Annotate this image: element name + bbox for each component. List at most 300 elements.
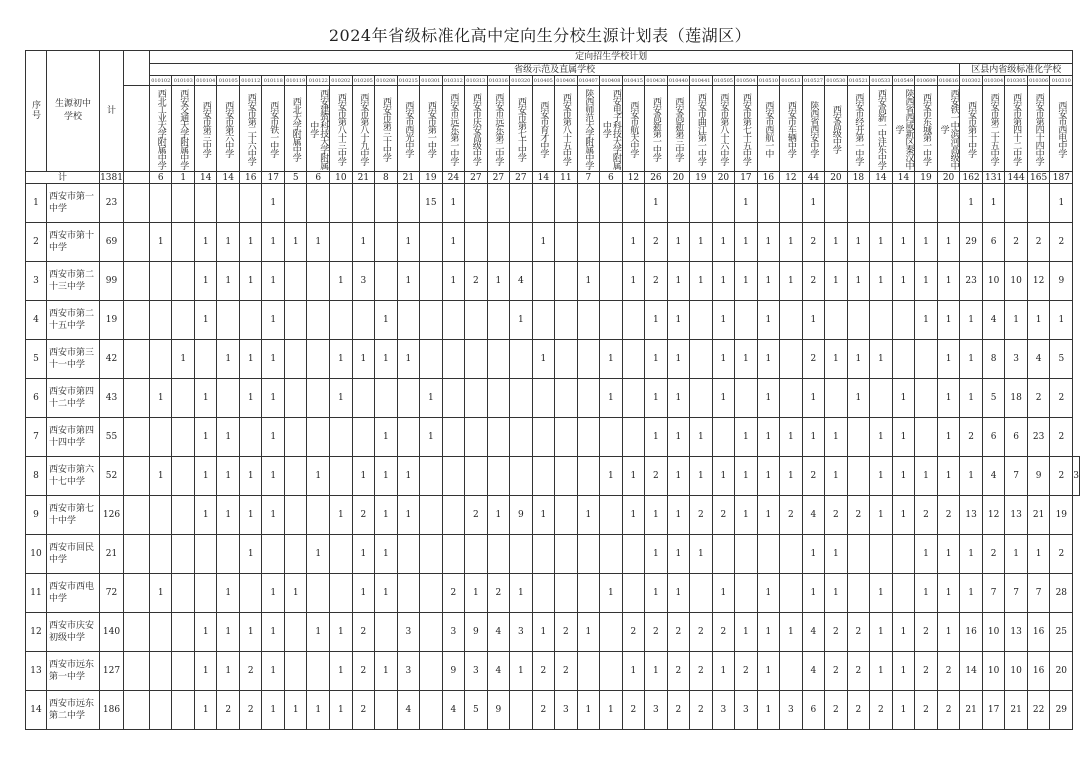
school-name-header xyxy=(375,86,398,172)
row-total: 186 xyxy=(100,691,124,730)
school-code: 010533 xyxy=(871,77,891,84)
quota-cell xyxy=(194,535,217,574)
quota-cell xyxy=(172,613,195,652)
school-code: 010316 xyxy=(488,77,508,84)
quota-cell: 1 xyxy=(825,574,848,613)
quota-cell: 1 xyxy=(847,340,870,379)
quota-cell: 1 xyxy=(510,574,533,613)
school-name: 西安市西电中学 xyxy=(1056,100,1067,157)
quota-cell xyxy=(262,535,285,574)
quota-cell: 2 xyxy=(712,496,735,535)
quota-cell: 1 xyxy=(149,457,172,496)
grand-total: 1381 xyxy=(100,172,123,183)
quota-cell xyxy=(600,184,623,223)
quota-cell: 1 xyxy=(262,418,285,457)
quota-cell: 1 xyxy=(284,691,307,730)
quota-cell xyxy=(307,379,330,418)
quota-cell: 1 xyxy=(712,574,735,613)
school-name-header xyxy=(622,86,645,172)
column-total: 19 xyxy=(915,172,938,184)
quota-cell xyxy=(600,301,623,340)
quota-cell: 2 xyxy=(735,652,758,691)
row-number: 12 xyxy=(26,613,47,652)
quota-cell xyxy=(555,223,578,262)
quota-cell xyxy=(757,535,780,574)
quota-cell: 1 xyxy=(825,262,848,301)
column-total: 12 xyxy=(780,172,803,184)
quota-cell: 25 xyxy=(1050,613,1073,652)
quota-cell: 1 xyxy=(757,652,780,691)
quota-cell: 1 xyxy=(712,223,735,262)
column-total: 162 xyxy=(960,172,983,184)
school-name: 西安市远东第一中学 xyxy=(448,92,459,165)
quota-cell xyxy=(284,535,307,574)
school-name-header xyxy=(307,86,330,172)
school-code: 010304 xyxy=(984,77,1004,84)
quota-cell: 1 xyxy=(870,340,893,379)
quota-cell: 1 xyxy=(239,379,262,418)
quota-cell: 1 xyxy=(442,262,465,301)
school-code: 010301 xyxy=(421,77,441,84)
quota-cell: 1 xyxy=(262,652,285,691)
spacer-cell xyxy=(123,613,149,652)
row-number: 1 xyxy=(26,184,47,223)
row-total: 126 xyxy=(100,496,124,535)
school-name: 西安市西航一中 xyxy=(763,100,774,157)
row-total: 140 xyxy=(100,613,124,652)
quota-cell: 4 xyxy=(442,691,465,730)
quota-cell: 4 xyxy=(982,301,1005,340)
quota-cell xyxy=(870,379,893,418)
school-code: 010305 xyxy=(1006,77,1026,84)
school-code: 010313 xyxy=(466,77,486,84)
quota-cell xyxy=(892,184,915,223)
quota-cell xyxy=(780,652,803,691)
spacer-cell xyxy=(123,496,149,535)
quota-cell: 1 xyxy=(757,613,780,652)
quota-cell: 1 xyxy=(802,301,825,340)
quota-cell xyxy=(780,535,803,574)
quota-cell: 1 xyxy=(217,496,240,535)
column-total: 27 xyxy=(510,172,533,184)
source-school-name: 西安市回民中学 xyxy=(46,535,99,574)
column-total: 6 xyxy=(149,172,172,184)
quota-cell: 7 xyxy=(1027,574,1050,613)
quota-cell: 6 xyxy=(1005,418,1028,457)
quota-cell: 1 xyxy=(847,223,870,262)
source-school-name: 西安市第二十三中学 xyxy=(46,262,99,301)
quota-cell xyxy=(465,418,488,457)
quota-cell xyxy=(465,184,488,223)
school-code: 010102 xyxy=(151,77,171,84)
quota-cell: 1 xyxy=(375,418,398,457)
quota-cell xyxy=(217,535,240,574)
school-name-header xyxy=(1005,86,1028,172)
quota-cell: 3 xyxy=(397,613,420,652)
quota-cell: 1 xyxy=(532,223,555,262)
quota-cell: 1 xyxy=(645,379,668,418)
quota-cell: 1 xyxy=(375,301,398,340)
school-name: 西安市第一中学 xyxy=(425,100,436,157)
quota-cell: 1 xyxy=(600,691,623,730)
quota-cell: 1 xyxy=(645,574,668,613)
quota-cell: 2 xyxy=(1050,535,1073,574)
school-code: 010205 xyxy=(353,77,373,84)
row-number: 2 xyxy=(26,223,47,262)
quota-cell xyxy=(375,223,398,262)
quota-cell: 1 xyxy=(352,535,375,574)
quota-cell: 1 xyxy=(622,496,645,535)
school-name: 西安高级中学 xyxy=(830,104,841,153)
quota-cell xyxy=(465,379,488,418)
quota-cell: 1 xyxy=(892,379,915,418)
quota-cell xyxy=(397,535,420,574)
school-code: 010407 xyxy=(578,77,598,84)
quota-cell: 1 xyxy=(735,496,758,535)
quota-cell: 3 xyxy=(442,613,465,652)
quota-cell: 1 xyxy=(600,457,623,496)
quota-cell xyxy=(465,340,488,379)
source-school-name: 西安市庆安初级中学 xyxy=(46,613,99,652)
quota-cell: 4 xyxy=(1027,340,1050,379)
quota-cell xyxy=(690,574,713,613)
quota-cell: 1 xyxy=(645,652,668,691)
quota-cell: 1 xyxy=(330,340,353,379)
school-code: 010430 xyxy=(646,77,666,84)
school-name: 西安市第二十五中学 xyxy=(988,92,999,165)
source-school-name: 西安市第七十中学 xyxy=(46,496,99,535)
quota-cell: 4 xyxy=(982,457,1005,496)
source-school-name: 西安市远东第一中学 xyxy=(46,652,99,691)
quota-cell: 1 xyxy=(239,535,262,574)
quota-cell: 22 xyxy=(1027,691,1050,730)
quota-cell: 1 xyxy=(960,340,983,379)
quota-cell xyxy=(375,613,398,652)
quota-cell: 1 xyxy=(194,223,217,262)
school-name: 西安交通大学附属中学 xyxy=(178,88,189,169)
quota-cell xyxy=(330,457,353,496)
quota-cell xyxy=(690,184,713,223)
quota-cell: 1 xyxy=(712,262,735,301)
quota-cell: 1 xyxy=(712,340,735,379)
quota-cell: 1 xyxy=(1050,301,1073,340)
school-name-header xyxy=(330,86,353,172)
row-number: 11 xyxy=(26,574,47,613)
quota-cell xyxy=(690,301,713,340)
quota-cell: 9 xyxy=(510,496,533,535)
quota-cell xyxy=(1027,184,1050,223)
quota-cell: 2 xyxy=(870,691,893,730)
quota-cell: 1 xyxy=(149,379,172,418)
quota-cell: 1 xyxy=(757,574,780,613)
quota-cell xyxy=(892,301,915,340)
quota-cell: 1 xyxy=(600,574,623,613)
row-total: 42 xyxy=(100,340,124,379)
row-number: 14 xyxy=(26,691,47,730)
quota-cell: 1 xyxy=(802,379,825,418)
column-total: 16 xyxy=(757,172,780,184)
quota-cell xyxy=(532,457,555,496)
quota-cell: 1 xyxy=(262,379,285,418)
quota-cell: 1 xyxy=(937,262,960,301)
quota-cell: 1 xyxy=(262,301,285,340)
column-total: 6 xyxy=(307,172,330,184)
quota-cell xyxy=(420,301,443,340)
quota-cell xyxy=(847,301,870,340)
quota-cell xyxy=(352,184,375,223)
school-name: 西安高新一中沣东中学 xyxy=(875,88,886,169)
quota-cell: 10 xyxy=(1005,652,1028,691)
quota-cell: 1 xyxy=(757,418,780,457)
quota-cell xyxy=(600,223,623,262)
quota-cell: 1 xyxy=(645,535,668,574)
row-total: 21 xyxy=(100,535,124,574)
quota-cell xyxy=(172,535,195,574)
quota-cell xyxy=(622,418,645,457)
spacer-cell xyxy=(123,574,149,613)
quota-cell: 2 xyxy=(1027,379,1050,418)
quota-cell: 1 xyxy=(802,535,825,574)
quota-cell: 2 xyxy=(847,613,870,652)
column-total: 14 xyxy=(892,172,915,184)
quota-cell xyxy=(712,535,735,574)
quota-cell: 1 xyxy=(262,691,285,730)
total-row-label: 计 xyxy=(26,172,100,184)
quota-cell: 2 xyxy=(667,613,690,652)
column-total: 21 xyxy=(397,172,420,184)
school-name-header xyxy=(262,86,285,172)
quota-cell xyxy=(330,535,353,574)
quota-cell xyxy=(284,301,307,340)
quota-cell xyxy=(712,418,735,457)
quota-cell: 1 xyxy=(262,223,285,262)
table-row xyxy=(26,301,1080,340)
quota-cell xyxy=(712,184,735,223)
school-code: 010504 xyxy=(736,77,756,84)
quota-cell: 1 xyxy=(757,691,780,730)
quota-cell xyxy=(397,379,420,418)
row-total: 23 xyxy=(100,184,124,223)
quota-cell xyxy=(510,379,533,418)
column-total: 14 xyxy=(870,172,893,184)
quota-cell: 1 xyxy=(194,301,217,340)
school-name: 西安市第八十五中学 xyxy=(560,92,571,165)
quota-cell: 1 xyxy=(262,574,285,613)
quota-cell xyxy=(532,574,555,613)
school-name-header xyxy=(1050,86,1073,172)
quota-cell: 2 xyxy=(1050,418,1073,457)
row-number: 7 xyxy=(26,418,47,457)
quota-cell xyxy=(307,262,330,301)
quota-cell xyxy=(577,379,600,418)
quota-cell xyxy=(555,262,578,301)
quota-cell: 1 xyxy=(667,418,690,457)
quota-cell: 1 xyxy=(397,223,420,262)
quota-cell: 1 xyxy=(712,301,735,340)
quota-cell xyxy=(149,535,172,574)
quota-cell xyxy=(465,223,488,262)
quota-cell: 1 xyxy=(577,691,600,730)
quota-cell: 2 xyxy=(847,652,870,691)
school-name: 陕西省西咸新区秦汉中学 xyxy=(893,88,914,169)
quota-cell xyxy=(284,418,307,457)
quota-cell: 1 xyxy=(375,535,398,574)
quota-cell: 1 xyxy=(172,340,195,379)
quota-cell xyxy=(532,418,555,457)
school-name-header xyxy=(555,86,578,172)
quota-cell: 1 xyxy=(397,340,420,379)
quota-cell xyxy=(442,535,465,574)
quota-cell: 1 xyxy=(330,262,353,301)
quota-cell xyxy=(690,340,713,379)
quota-cell xyxy=(442,340,465,379)
quota-cell: 2 xyxy=(802,457,825,496)
quota-cell: 1 xyxy=(577,262,600,301)
quota-cell xyxy=(375,691,398,730)
quota-cell xyxy=(510,184,533,223)
school-name-header xyxy=(712,86,735,172)
row-total: 99 xyxy=(100,262,124,301)
table-row xyxy=(26,340,1080,379)
quota-cell: 1 xyxy=(780,613,803,652)
quota-cell: 1 xyxy=(149,574,172,613)
quota-cell: 1 xyxy=(194,496,217,535)
quota-cell xyxy=(420,574,443,613)
spacer-cell xyxy=(123,262,149,301)
quota-cell: 2 xyxy=(915,496,938,535)
quota-cell: 2 xyxy=(825,691,848,730)
quota-cell: 9 xyxy=(442,652,465,691)
quota-cell: 1 xyxy=(735,262,758,301)
column-total: 17 xyxy=(262,172,285,184)
school-name: 西安市第二十六中学 xyxy=(245,92,256,165)
quota-cell xyxy=(870,184,893,223)
table-row xyxy=(26,574,1080,613)
quota-cell: 1 xyxy=(622,223,645,262)
quota-cell: 1 xyxy=(667,262,690,301)
quota-cell xyxy=(847,535,870,574)
quota-cell: 1 xyxy=(780,223,803,262)
quota-cell xyxy=(284,652,307,691)
dist-group-header: 区县内省级标准化学校 xyxy=(960,64,1073,76)
quota-cell xyxy=(352,379,375,418)
quota-cell: 1 xyxy=(667,457,690,496)
quota-cell: 1 xyxy=(937,535,960,574)
quota-cell: 2 xyxy=(712,613,735,652)
quota-cell: 1 xyxy=(915,301,938,340)
quota-cell xyxy=(532,262,555,301)
table-row xyxy=(26,652,1080,691)
quota-cell xyxy=(307,301,330,340)
quota-cell: 1 xyxy=(217,340,240,379)
column-total: 14 xyxy=(194,172,217,184)
quota-cell xyxy=(825,301,848,340)
school-name-header xyxy=(870,86,893,172)
quota-cell: 2 xyxy=(937,496,960,535)
school-name-header xyxy=(510,86,533,172)
column-total: 10 xyxy=(330,172,353,184)
quota-cell: 2 xyxy=(937,652,960,691)
quota-cell xyxy=(577,574,600,613)
quota-cell xyxy=(284,262,307,301)
quota-cell: 2 xyxy=(645,223,668,262)
quota-cell: 1 xyxy=(847,379,870,418)
quota-cell: 21 xyxy=(960,691,983,730)
column-total: 20 xyxy=(937,172,960,184)
school-code: 010408 xyxy=(601,77,621,84)
spacer-cell xyxy=(123,379,149,418)
quota-cell: 1 xyxy=(194,691,217,730)
quota-cell: 1 xyxy=(352,457,375,496)
quota-cell: 2 xyxy=(239,691,262,730)
quota-cell: 1 xyxy=(262,457,285,496)
quota-cell xyxy=(217,184,240,223)
quota-cell: 1 xyxy=(960,574,983,613)
quota-cell xyxy=(465,301,488,340)
quota-cell xyxy=(284,379,307,418)
quota-cell: 1 xyxy=(239,340,262,379)
page-title: 2024年省级标准化高中定向生分校生源计划表（莲湖区） xyxy=(328,26,752,45)
school-name-header xyxy=(442,86,465,172)
quota-cell xyxy=(937,184,960,223)
quota-cell: 1 xyxy=(937,340,960,379)
quota-cell: 9 xyxy=(1050,262,1073,301)
school-code: 010440 xyxy=(668,77,688,84)
quota-cell xyxy=(149,691,172,730)
quota-cell xyxy=(442,418,465,457)
school-name: 西安市第三中学 xyxy=(200,100,211,157)
quota-cell: 2 xyxy=(847,496,870,535)
school-name-header xyxy=(780,86,803,172)
quota-cell: 1 xyxy=(194,652,217,691)
school-name: 西安市铁一中学 xyxy=(268,100,279,157)
spacer-cell xyxy=(123,86,149,172)
school-name: 西安市车辆中学 xyxy=(785,100,796,157)
quota-cell xyxy=(420,535,443,574)
quota-cell xyxy=(442,457,465,496)
quota-cell: 9 xyxy=(465,613,488,652)
quota-cell: 1 xyxy=(397,262,420,301)
quota-cell xyxy=(194,574,217,613)
quota-cell: 1 xyxy=(667,379,690,418)
school-code: 010302 xyxy=(961,77,981,84)
quota-cell xyxy=(284,340,307,379)
quota-cell xyxy=(194,340,217,379)
school-name: 西安市第八十九中学 xyxy=(358,92,369,165)
quota-cell: 2 xyxy=(532,691,555,730)
quota-cell xyxy=(420,613,443,652)
quota-cell xyxy=(780,379,803,418)
quota-cell: 1 xyxy=(239,613,262,652)
quota-cell xyxy=(690,379,713,418)
quota-cell: 1 xyxy=(825,418,848,457)
table-row xyxy=(26,457,1080,496)
quota-cell: 2 xyxy=(802,340,825,379)
table-row xyxy=(26,613,1080,652)
spacer-cell xyxy=(123,51,149,86)
quota-cell xyxy=(487,340,510,379)
column-total: 14 xyxy=(217,172,240,184)
quota-cell: 1 xyxy=(622,457,645,496)
quota-cell xyxy=(915,379,938,418)
quota-cell: 1 xyxy=(847,262,870,301)
quota-cell: 1 xyxy=(217,457,240,496)
column-total: 19 xyxy=(690,172,713,184)
quota-cell: 1 xyxy=(600,340,623,379)
school-code: 010112 xyxy=(241,77,261,84)
school-code: 010441 xyxy=(691,77,711,84)
school-name-header xyxy=(847,86,870,172)
